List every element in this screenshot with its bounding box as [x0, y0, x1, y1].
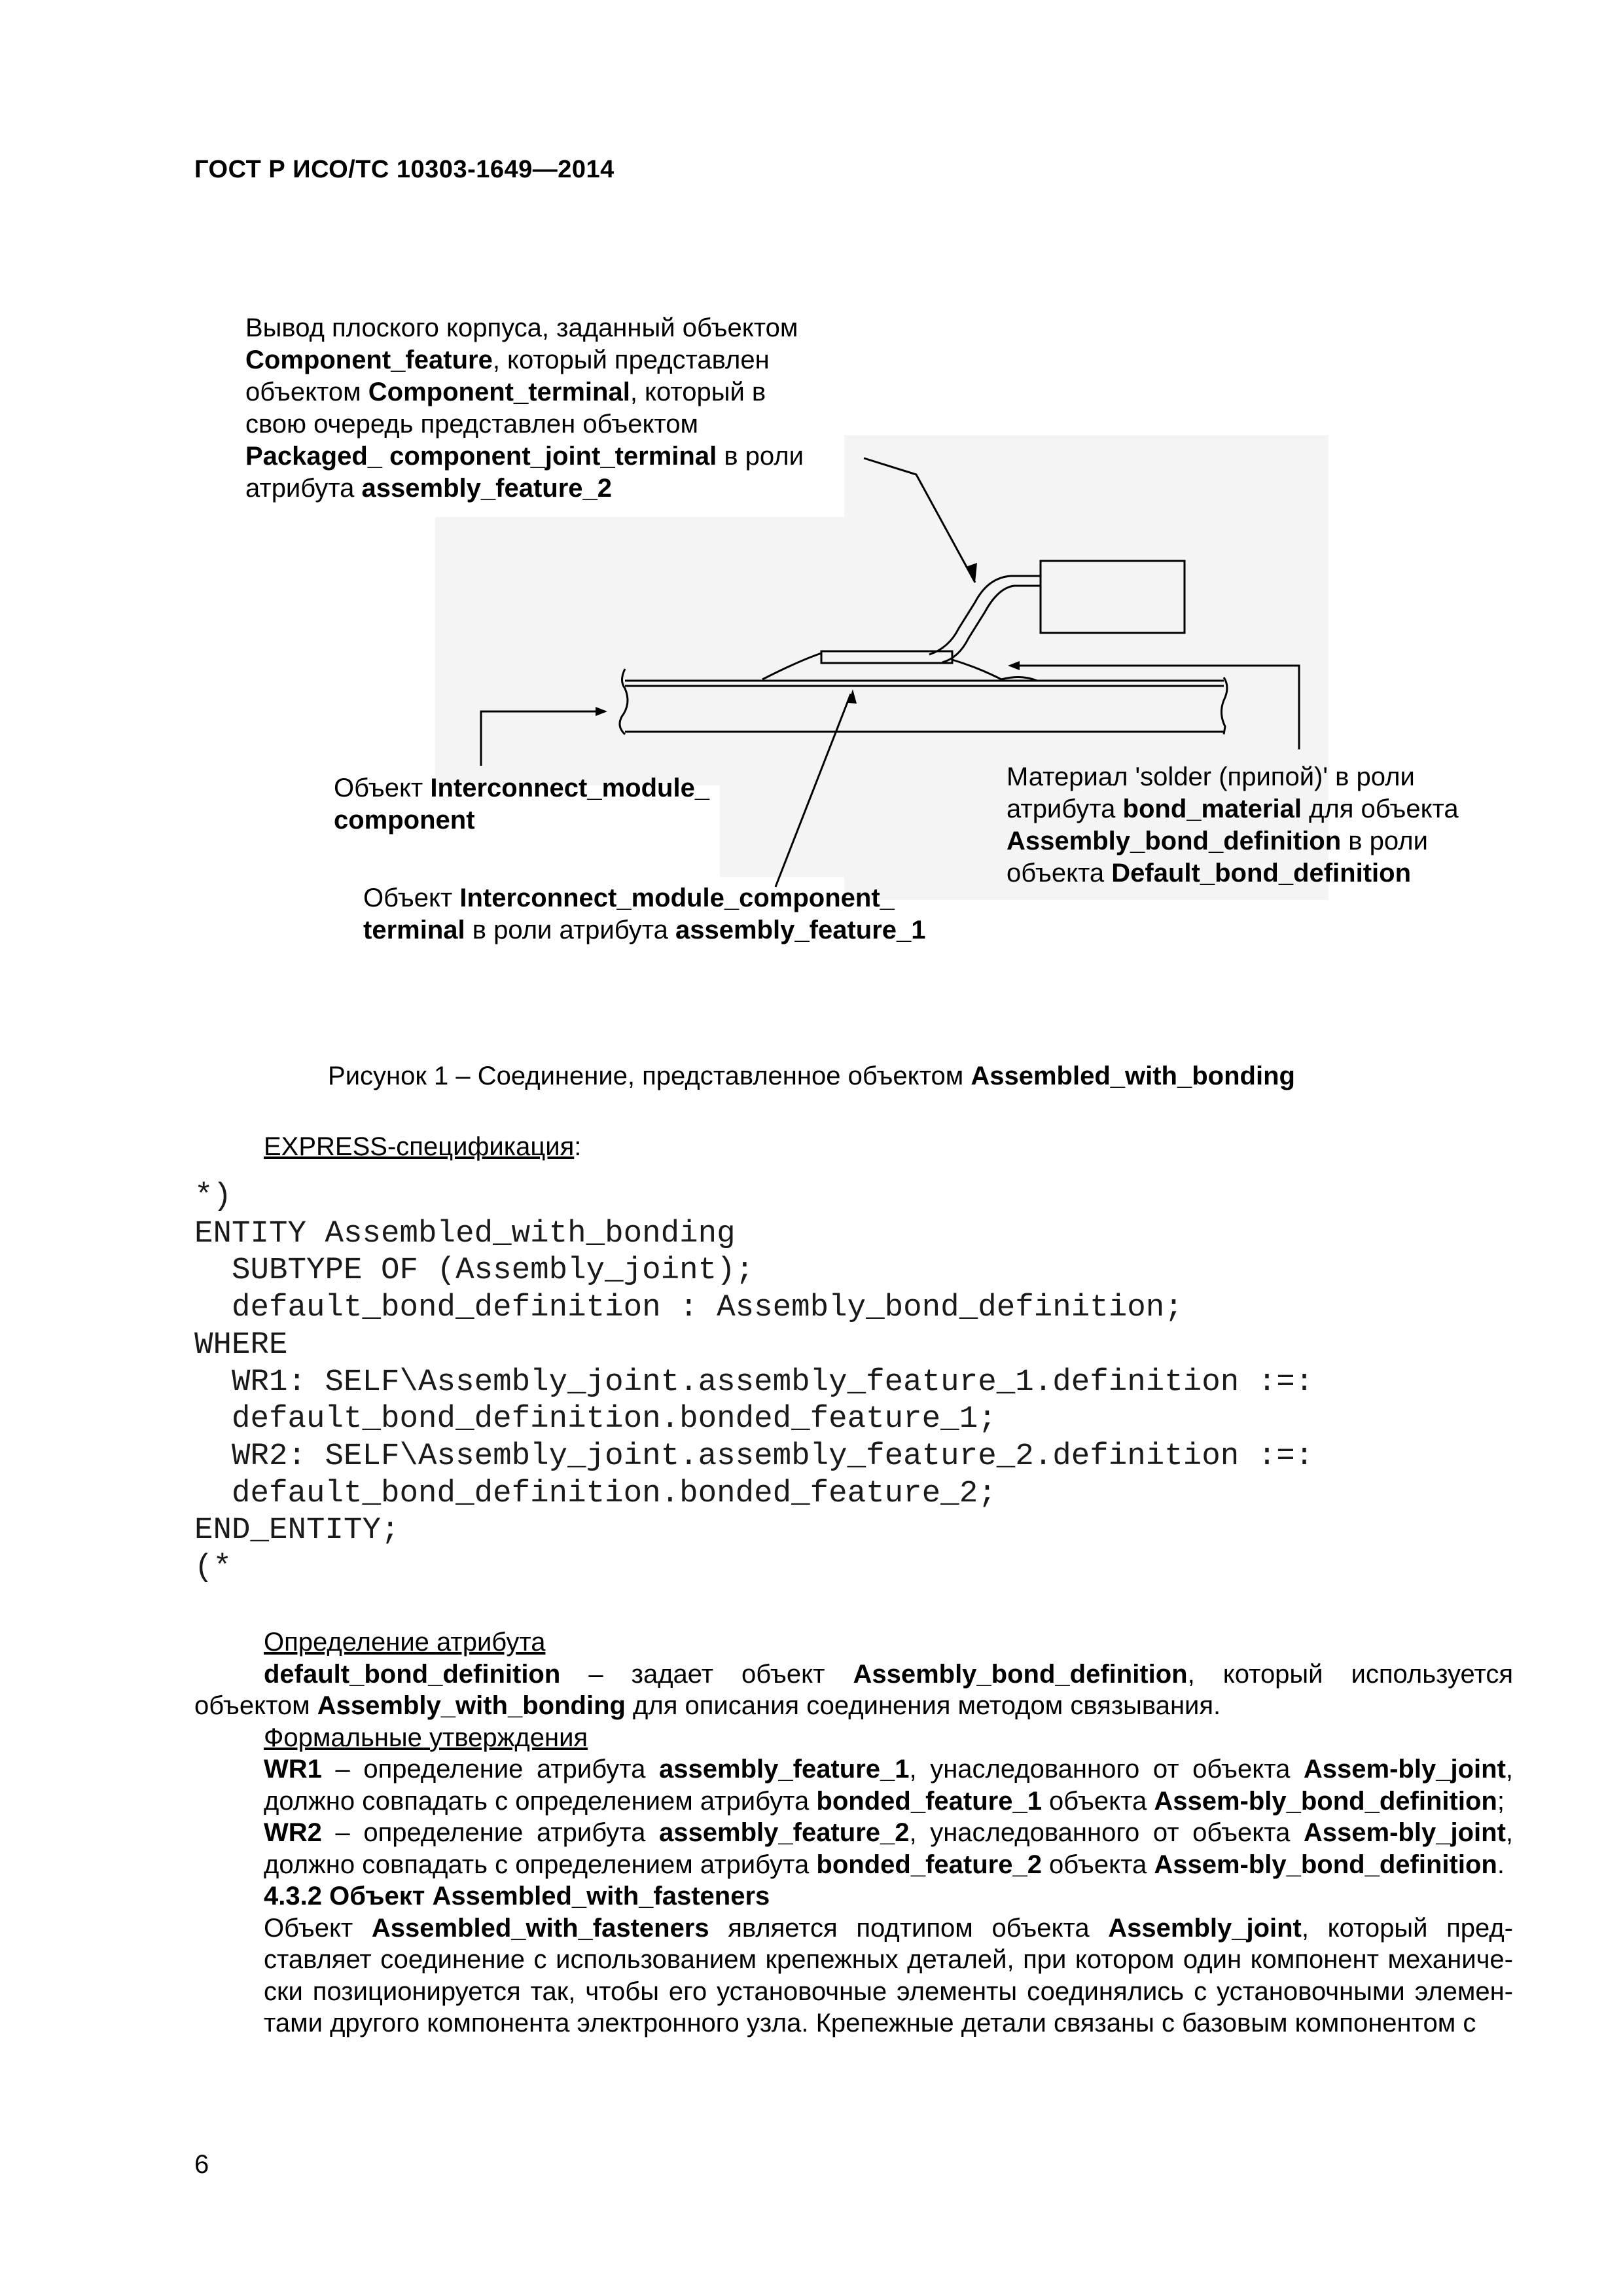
attr-def-heading: Определение атрибута: [264, 1628, 546, 1657]
callout-interconnect-module-component-terminal: Объект Interconnect_module_component_ terminal в роли атрибута assembly_feature_1: [363, 884, 926, 944]
document-header: ГОСТ Р ИСО/ТС 10303-1649—2014: [194, 156, 615, 183]
callout-component-feature: Вывод плоского корпуса, заданный объектом Component_feature, который представлен объектом Component_terminal, который в свою очередь представлен объектом Packaged_ component_joint_terminal в роли атрибута assembly_feature_2: [245, 314, 804, 503]
text-body: [194, 1626, 1513, 2039]
section-paragraph: Объект Assembled_with_fasteners является подтипом объекта Assembly_joint, который пред-ставляет соединение с использованием крепежных деталей, при котором один компонент механиче-ски позиционируется так, чтобы его установочные элементы соединялись с установочными элемен-тами другого компонента электронного узла. Крепежные детали связаны с базовым компонентом с: [264, 1913, 1513, 2037]
express-code-block: *) ENTITY Assembled_with_bonding SUBTYPE OF (Assembly_joint); default_bond_definition : Assembly_bond_definition; WHERE WR1: SELF\Assembly_joint.assembly_feature_1.definition :=: default_bond_definition.bonded_feature_1; WR2: SELF\Assembly_joint.assembly_feature_2.definition :=: default_bond_definition.bonded_feature_2; END_ENTITY; (*: [194, 1179, 1314, 1586]
attr-def-paragraph-1: default_bond_definition – задает объект Assembly_bond_definition, который используется: [264, 1659, 1513, 1689]
figure-caption: Рисунок 1 – Соединение, представленное объектом Assembled_with_bonding: [328, 1062, 1295, 1090]
wr2-paragraph: WR2 – определение атрибута assembly_feature_2, унаследованного от объекта Assem-bly_joint, должно совпадать с определением атрибута bonded_feature_2 объекта Assem-bly_bond_definition.: [264, 1818, 1514, 1879]
callout-interconnect-module-component: Объект Interconnect_module_ component: [334, 774, 710, 834]
attr-def-paragraph-2: объектом Assembly_with_bonding для описания соединения методом связывания.: [194, 1691, 1221, 1720]
section-heading: 4.3.2 Объект Assembled_with_fasteners: [264, 1882, 770, 1910]
express-spec-heading: EXPRESS-спецификация:: [264, 1132, 582, 1161]
wr1-paragraph: WR1 – определение атрибута assembly_feature_1, унаследованного от объекта Assem-bly_joint, должно совпадать с определением атрибута bonded_feature_1 объекта Assem-bly_bond_definition;: [264, 1755, 1514, 1816]
callout-solder-material: Материал 'solder (припой)' в роли атрибута bond_material для объекта Assembly_bond_definition в роли объекта Default_bond_definition: [1007, 762, 1459, 888]
formal-heading: Формальные утверждения: [264, 1723, 588, 1752]
page-number: 6: [194, 2150, 209, 2179]
